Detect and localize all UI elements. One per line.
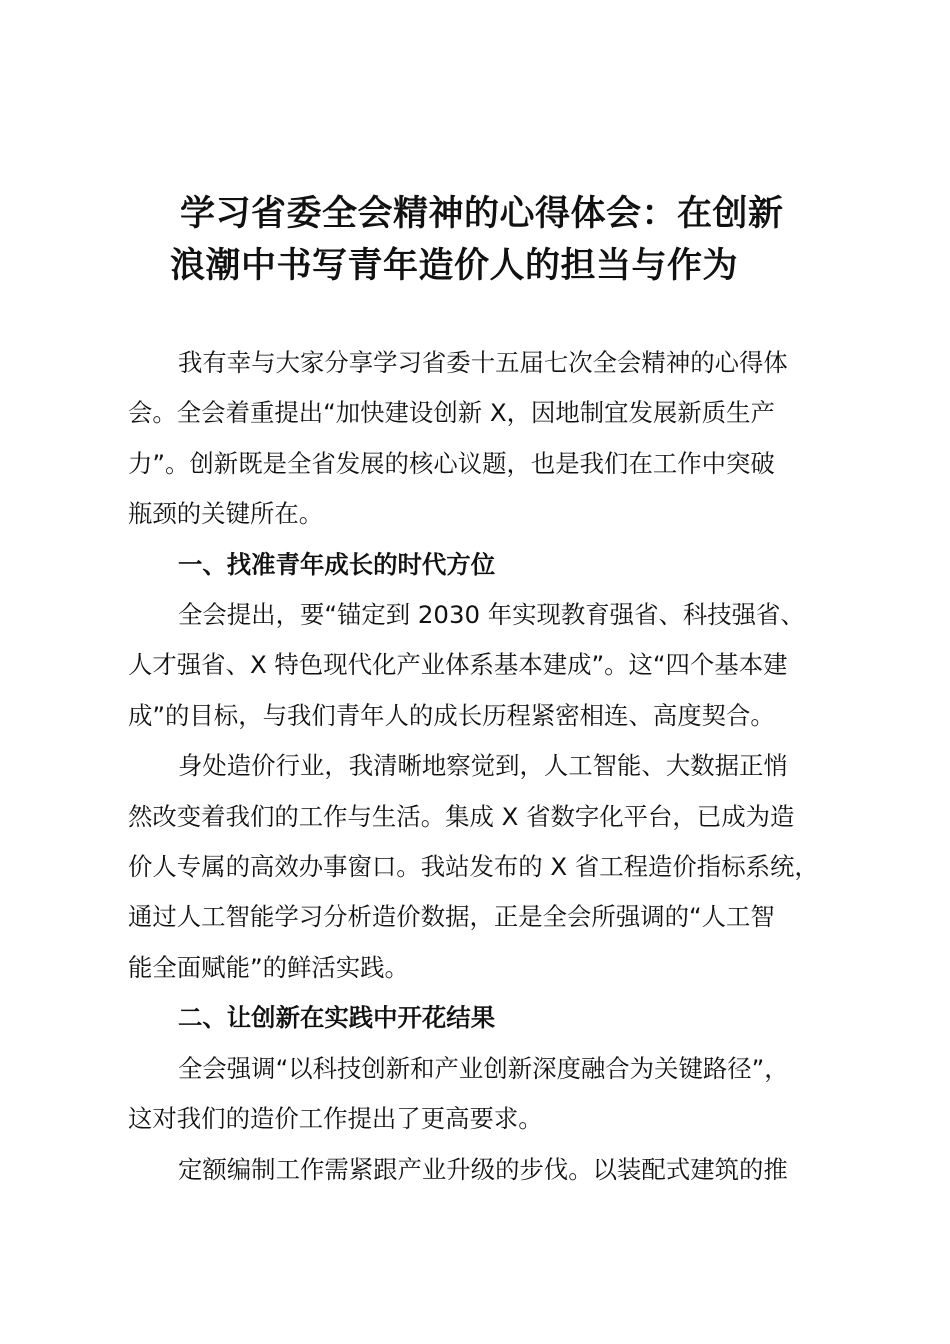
- title-line-1: 学习省委全会精神的心得体会：在创新: [180, 194, 784, 234]
- text-line: 身处造价行业，我清晰地察觉到，人工智能、大数据正悄: [178, 751, 788, 781]
- text-line: 我有幸与大家分享学习省委十五届七次全会精神的心得体: [178, 348, 788, 377]
- text-line: 成”的目标，与我们青年人的成长历程紧密相连、高度契合。: [128, 700, 775, 730]
- document-title: [170, 188, 830, 292]
- text-line: 通过人工智能学习分析造价数据，正是全会所强调的“人工智: [128, 902, 775, 932]
- text-line: 全会强调“以科技创新和产业创新深度融合为关键路径”，: [178, 1053, 789, 1083]
- section1-paragraph-1: [128, 590, 828, 741]
- title-line-2: 浪潮中书写青年造价人的担当与作为: [170, 246, 739, 286]
- text-line: 然改变着我们的工作与生活。集成 X 省数字化平台，已成为造: [128, 801, 795, 831]
- text-line: 全会提出，要“锚定到 2030 年实现教育强省、科技强省、: [178, 600, 805, 630]
- intro-paragraph: [128, 338, 828, 540]
- section1-paragraph-2: [128, 741, 828, 993]
- text-line: 价人专属的高效办事窗口。我站发布的 X 省工程造价指标系统，: [128, 852, 819, 882]
- text-line: 这对我们的造价工作提出了更高要求。: [128, 1104, 543, 1134]
- document-body: [128, 338, 828, 1195]
- text-line: 人才强省、X 特色现代化产业体系基本建成”。这“四个基本建: [128, 650, 788, 680]
- section2-paragraph-1: [128, 1044, 828, 1145]
- text-line: 瓶颈的关键所在。: [128, 499, 324, 529]
- section2-paragraph-2: [128, 1145, 828, 1195]
- section-heading-1: 一、找准青年成长的时代方位: [178, 549, 496, 579]
- section-heading-2: 二、让创新在实践中开花结果: [178, 1003, 496, 1033]
- text-line: 力”。创新既是全省发展的核心议题，也是我们在工作中突破: [128, 448, 775, 478]
- text-line: 会。全会着重提出“加快建设创新 X，因地制宜发展新质生产: [128, 398, 775, 428]
- text-line: 能全面赋能”的鲜活实践。: [128, 952, 409, 982]
- text-line: 定额编制工作需紧跟产业升级的步伐。以装配式建筑的推: [178, 1154, 788, 1184]
